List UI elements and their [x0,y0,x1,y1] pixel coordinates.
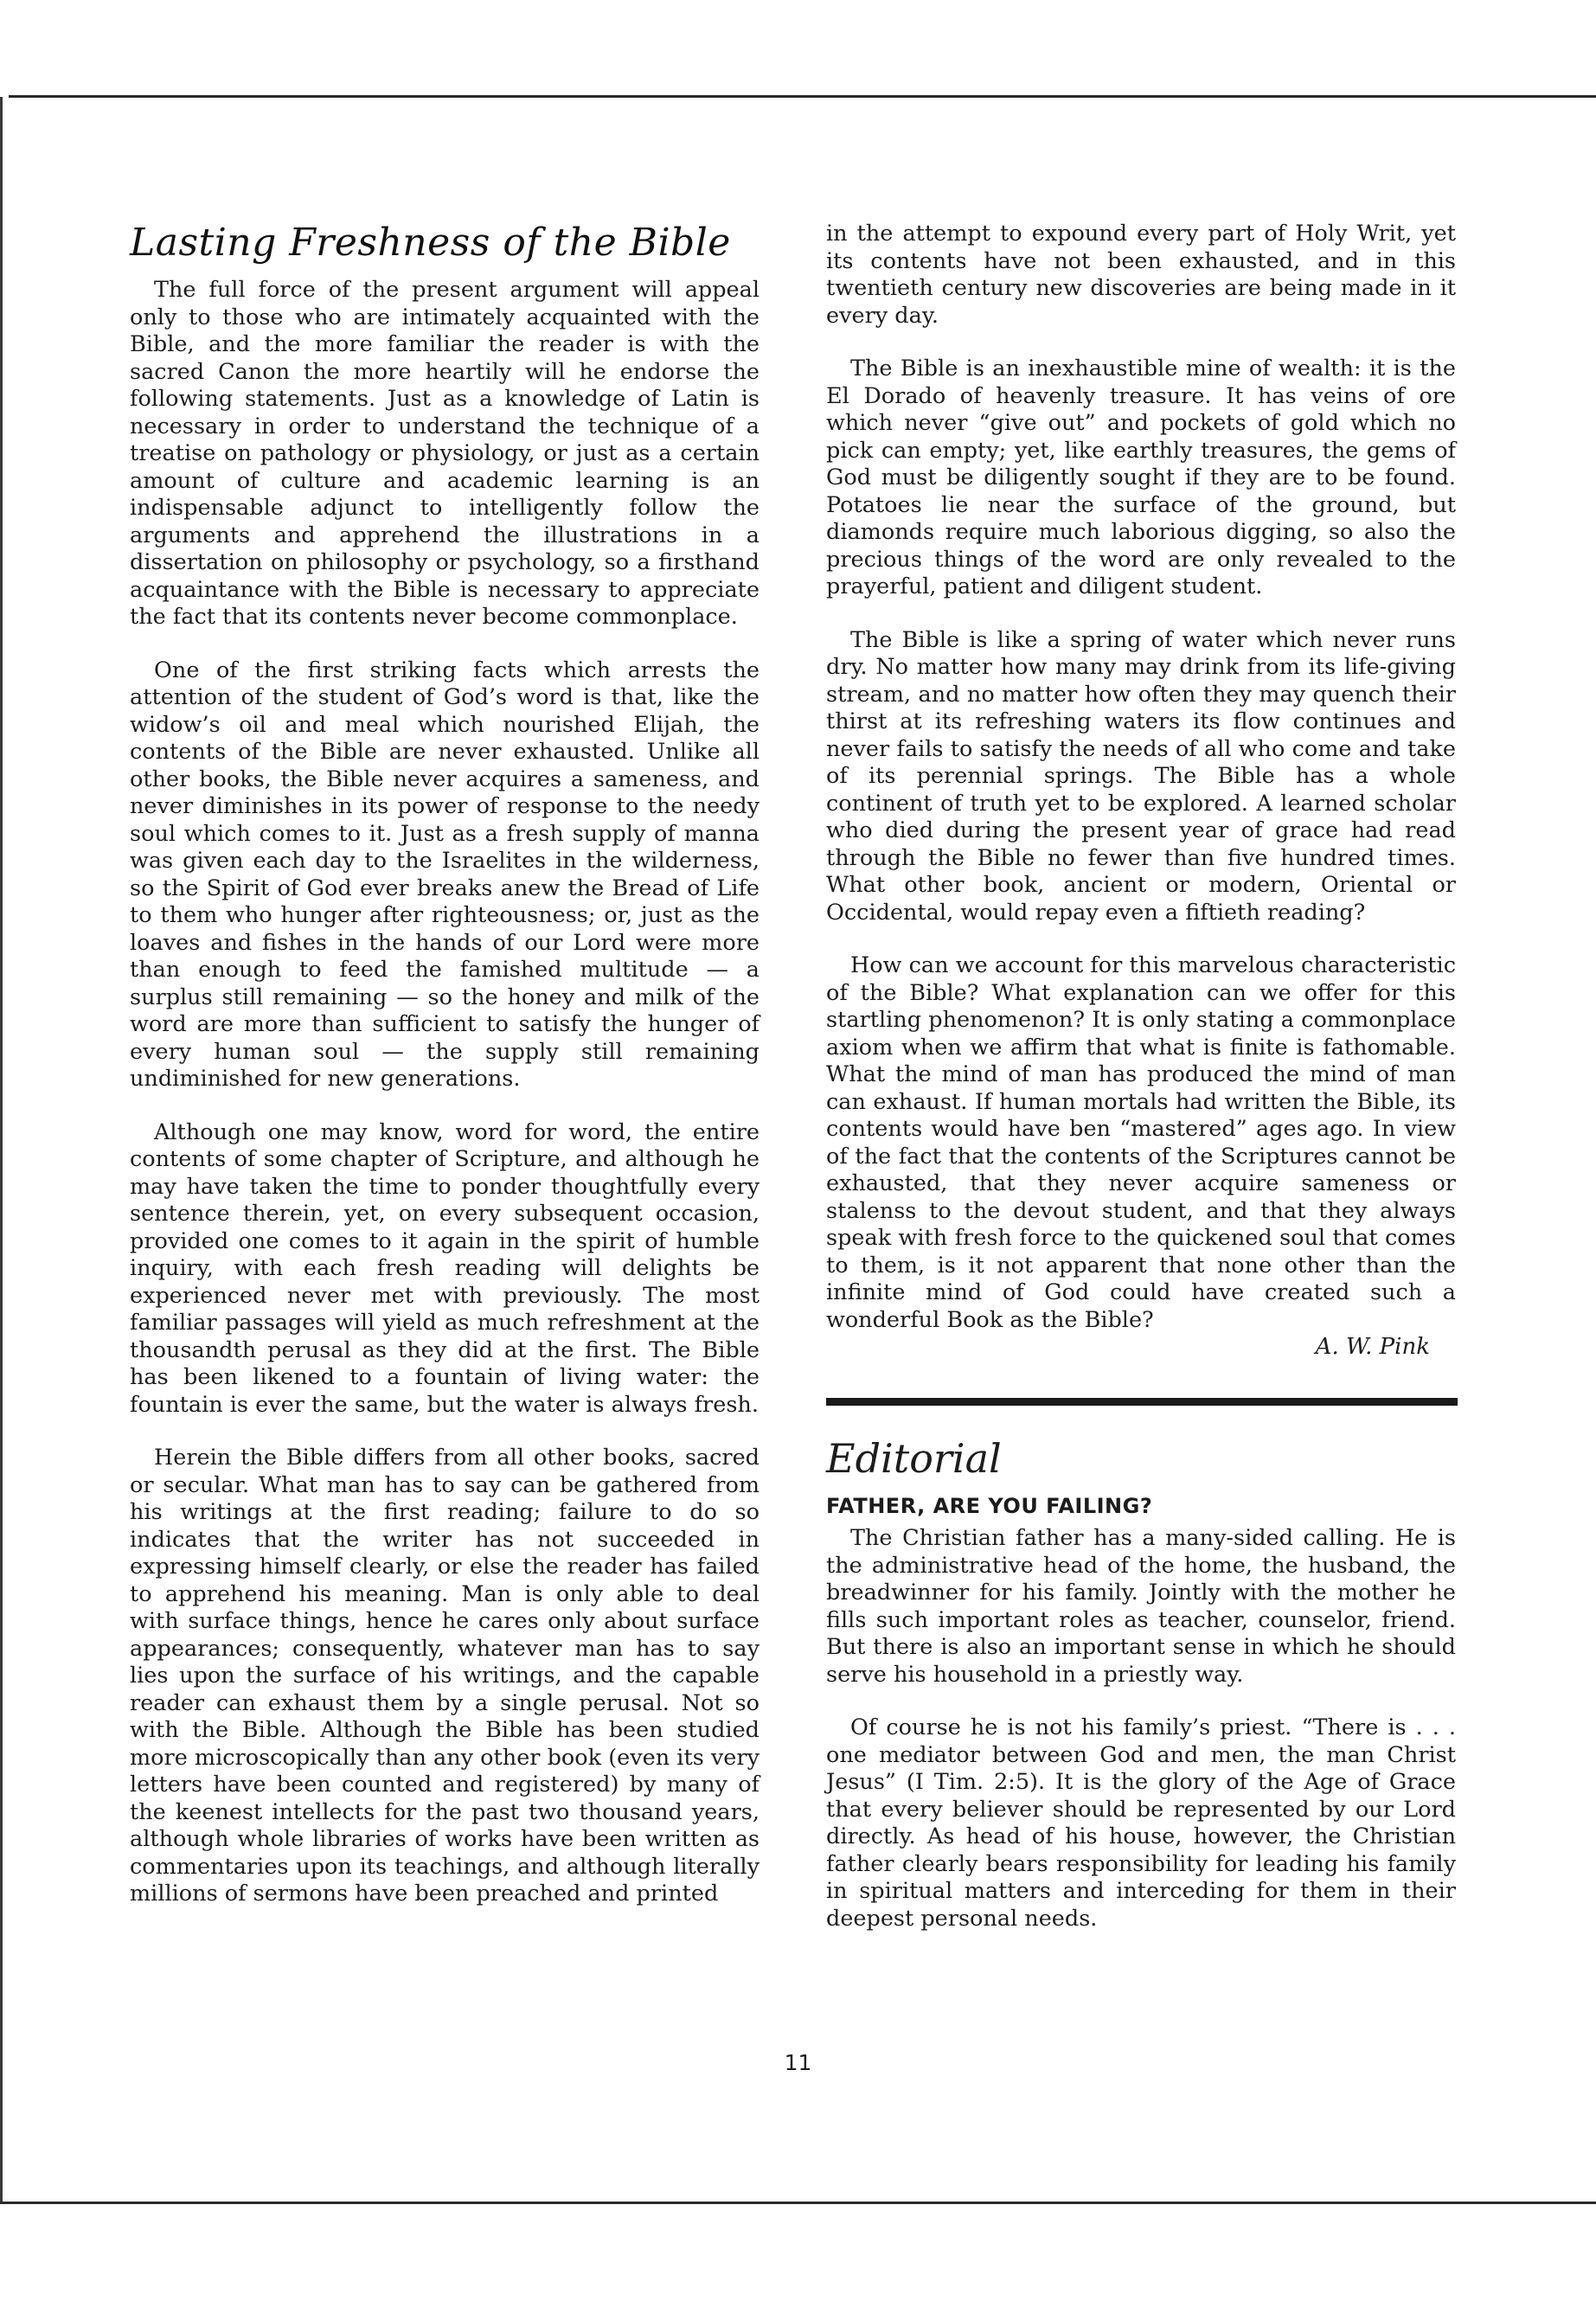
article-paragraph: The Bible is like a spring of water which never runs dry. No matter how many may drink from its life-giving stream, and no matter how often they may quench their thirst at its refreshing waters its flow continues and never fails to satisfy the needs of all who come and take of its perennial springs. The Bible has a whole continent of truth yet to be explored. A learned scholar who died during the present year of grace had read through the Bible no fewer than five hundred times. What other book, ancient or modern, Oriental or Occidental, would repay even a fiftieth reading? [826,626,1456,926]
article-title: Lasting Freshness of the Bible [130,221,731,265]
article-paragraph: in the attempt to expound every part of Holy Writ, yet its contents have not been exhausted, and in this twentieth century new discoveries are being made in it every day. [826,221,1456,329]
article-paragraph: The full force of the present argument will appeal only to those who are intimately acquainted with the Bible, and the more familiar the reader is with the sacred Canon the more heartily will he endorse the following statements. Just as a knowledge of Latin is necessary in order to understand the technique of a treatise on pathology or physiology, or just as a certain amount of culture and academic learning is an indispensable adjunct to intelligently follow the arguments and apprehend the illustrations in a dissertation on philosophy or psychology, so a firsthand acquaintance with the Bible is necessary to appreciate the fact that its contents never become commonplace. [130,277,760,630]
page-edge [0,97,3,2203]
editorial-paragraph: Of course he is not his family’s priest. “There is . . . one mediator between God and men, the man Christ Jesus” (I Tim. 2:5). It is the glory of the Age of Grace that every believer should be represented by our Lord directly. As head of his house, however, the Christian father clearly bears responsibility for leading his family in spiritual matters and interceding for them in their deepest personal needs. [826,1715,1456,1932]
left-column [130,221,760,1934]
article-paragraph: One of the first striking facts which arrests the attention of the student of God’s word is that, like the widow’s oil and meal which nourished Elijah, the contents of the Bible are never exhausted. Unlike all other books, the Bible never acquires a sameness, and never diminishes in its power of response to the needy soul which comes to it. Just as a fresh supply of manna was given each day to the Israelites in the wilderness, so the Spirit of God ever breaks anew the Bread of Life to them who hunger after righteousness; or, just as the loaves and fishes in the hands of our Lord were more than enough to feed the famished multitude — a surplus still remaining — so the honey and milk of the word are more than sufficient to satisfy the hunger of every human soul — the supply still remaining undiminished for new generations. [130,657,760,1092]
editorial-heading: Editorial [826,1435,1002,1482]
page-number: 11 [784,2050,812,2075]
article-paragraph: How can we account for this marvelous characteristic of the Bible? What explanation can we offer for this startling phenomenon? It is only stating a commonplace axiom when we affirm that what is finite is fathomable. What the mind of man has produced the mind of man can exhaust. If human mortals had written the Bible, its contents would have ben “mastered” ages ago. In view of the fact that the contents of the Scriptures cannot be exhausted, that they never acquire sameness or stalenss to the devout student, and that they always speak with fresh force to the quickened soul that comes to them, is it not apparent that none other than the infinite mind of God could have created such a wonderful Book as the Bible? [826,952,1456,1333]
top-rule [9,95,1596,98]
right-column [826,221,1456,1958]
editorial-divider [826,1398,1458,1406]
article-paragraph: Herein the Bible differs from all other books, sacred or secular. What man has to say can be gathered from his writings at the first reading; failure to do so indicates that the writer has not succeeded in expressing himself clearly, or else the reader has failed to apprehend his meaning. Man is only able to deal with surface things, hence he cares only about surface appearances; consequently, whatever man has to say lies upon the surface of his writings, and the capable reader can exhaust them by a single perusal. Not so with the Bible. Although the Bible has been studied more microscopically than any other book (even its very letters have been counted and registered) by many of the keenest intellects for the past two thousand years, although whole libraries of works have been written as commentaries upon its teachings, and although literally millions of sermons have been preached and printed [130,1445,760,1907]
article-paragraph: Although one may know, word for word, the entire contents of some chapter of Scripture, and although he may have taken the time to ponder thoughtfully every sentence therein, yet, on every subsequent occasion, provided one comes to it again in the spirit of humble inquiry, with each fresh reading will delights be experienced never met with previously. The most familiar passages will yield as much refreshment at the thousandth perusal as they did at the first. The Bible has been likened to a fountain of living water: the fountain is ever the same, but the water is always fresh. [130,1118,760,1418]
editorial-paragraph: The Christian father has a many-sided calling. He is the administrative head of the home, the husband, the breadwinner for his family. Jointly with the mother he fills such important roles as teacher, counselor, friend. But there is also an important sense in which he should serve his household in a priestly way. [826,1525,1456,1688]
bottom-rule [0,2202,1596,2204]
editorial-subheading: FATHER, ARE YOU FAILING? [826,1494,1153,1518]
article-paragraph: The Bible is an inexhaustible mine of wealth: it is the El Dorado of heavenly treasure. It has veins of ore which never “give out” and pockets of gold which no pick can empty; yet, like earthly treasures, the gems of God must be diligently sought if they are to be found. Potatoes lie near the surface of the ground, but diamonds require much laborious digging, so also the precious things of the word are only revealed to the prayerful, patient and diligent student. [826,356,1456,599]
author-signature: A. W. Pink [1315,1334,1430,1360]
